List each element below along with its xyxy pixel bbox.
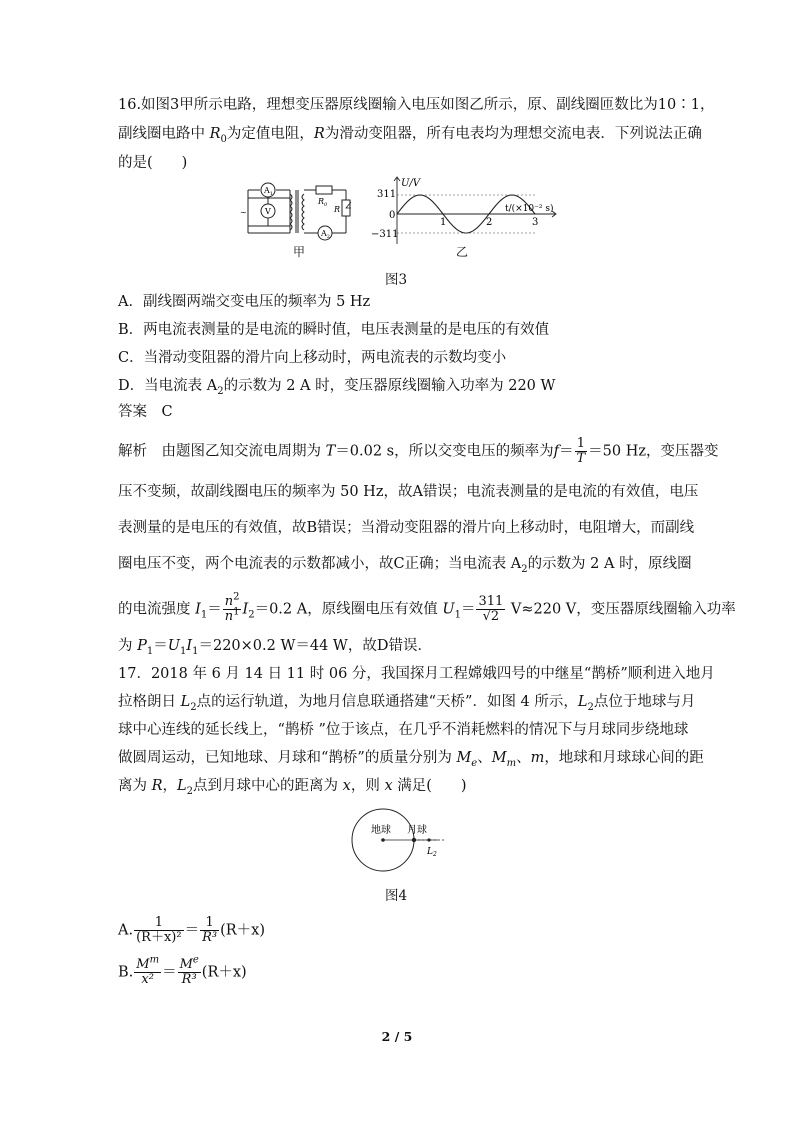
x-axis-label: t/(×10⁻² s) [505,204,554,214]
q16-analysis-line-6: 为 $P_1=U_1I_1=220\times 0.2$ W＝44 W，故D错误． [118,638,432,657]
q17-line-1: 17．2018 年 6 月 14 日 11 时 06 分，我国探月工程嫦娥四号的中继星“鹊桥”顺利进入地月 [118,666,715,682]
q16-option-c: C．当滑动变阻器的滑片向上移动时，两电流表的示数均变小 [118,350,507,366]
voltmeter-label: V [265,207,271,216]
q16-analysis-line-3: 表测量的是电压的有效值，故B错误；当滑动变阻器的滑片向上移动时，电阻增大，而副线 [118,520,695,536]
earth-label: 地球 [371,825,391,836]
earth-dot [381,838,385,842]
q17-option-b: B. $\frac{M^m}{\text{x²}}$ ＝ $\frac{M^e}{\text{R³}}$ (R＋x) [118,954,247,987]
q17-option-a: A. $\frac{1}{\text{(R＋x)²}}$ ＝ $\frac{1}{\text{R³}}$ (R＋x) [118,915,265,945]
q16-answer: 答案 C [118,404,173,420]
q17-line-5: 离为 R，$L_2$点到月球中心的距离为 x，则 x 满足( ) [118,778,467,797]
x-tick-label: 1 [440,217,447,228]
resistor-r0-label: $R_0$ [318,197,328,208]
q16-analysis-line-4: 圈电压不变，两个电流表的示数都减小，故C正确；当电流表 $A_2$的示数为 2 A 时，原线圈 [118,556,692,575]
q16-line-2: 副线圈电路中 $R_0$为定值电阻，R为滑动变阻器，所有电表均为理想交流电表．下列说法正确 [118,126,702,145]
q16-option-a: A．副线圈两端交变电压的频率为 5 Hz [118,294,371,310]
ac-source-icon: ~ [240,208,247,217]
q17-line-4: 做圆周运动，已知地球、月球和“鹊桥”的质量分别为 $M_e$、$M_m$、m，地球和月球球心间的距 [118,750,704,769]
origin-label: 0 [389,210,396,221]
q16-line-3: 的是( ) [118,155,188,171]
fig4-caption: 图4 [385,888,408,904]
ammeter-a1-label: $A_1$ [264,186,273,197]
x-tick-label: 2 [486,217,493,228]
l2-label: $L_2$ [427,847,437,858]
q16-option-b: B．两电流表测量的是电流的瞬时值，电压表测量的是电压的有效值 [118,322,550,338]
page-number: 2 / 5 [381,1029,413,1044]
q16-analysis-line-5: 的电流强度 $I_1=$ $\frac{n^2}{n^1}$ $I_2=0.2$ A，原线圈电压有效值 $U_1=$ $\frac{311}{√2}$ V≈220 V，变压器原线圈输入功率 [118,591,736,624]
fig3-caption: 图3 [385,272,408,288]
moon-label: 月球 [407,825,427,836]
moon-dot [412,838,416,842]
q16-analysis-line-2: 压不变频，故副线圈电压的频率为 50 Hz，故A错误；电流表测量的是电流的有效值，电压 [118,484,699,500]
q17-line-3: 球中心连线的延长线上，“鹊桥 ”位于该点，在几乎不消耗燃料的情况下与月球同步绕地球 [118,722,689,738]
q16-option-d: D．当电流表 $A_2$的示数为 2 A 时，变压器原线圈输入功率为 220 W [118,378,556,397]
y-axis-label: U/V [401,178,421,189]
y-tick-bottom: −311 [371,229,399,240]
y-tick-top: 311 [377,189,397,200]
ammeter-a2-label: $A_2$ [321,229,330,240]
resistor-r-label: R [334,205,341,214]
q16-analysis-line-1: 解析 由题图乙知交流电周期为 T＝0.02 s，所以交变电压的频率为f＝ $\frac{1}{T}$ ＝50 Hz，变压器变 [118,436,719,466]
fig3-label-jia: 甲 [293,245,306,259]
earth-moon-diagram [345,806,455,878]
l2-point-dot [427,838,430,841]
fig3-label-yi: 乙 [456,245,469,259]
x-tick-label: 3 [532,217,539,228]
q17-line-2: 拉格朗日 $L_2$点的运行轨道，为地月信息联通搭建“天桥”．如图 4 所示，$L_2$点位于地球与月 [118,694,696,713]
q16-line-1: 16.如图3甲所示电路，理想变压器原线圈输入电压如图乙所示，原、副线圈匝数比为10∶1， [118,97,715,113]
